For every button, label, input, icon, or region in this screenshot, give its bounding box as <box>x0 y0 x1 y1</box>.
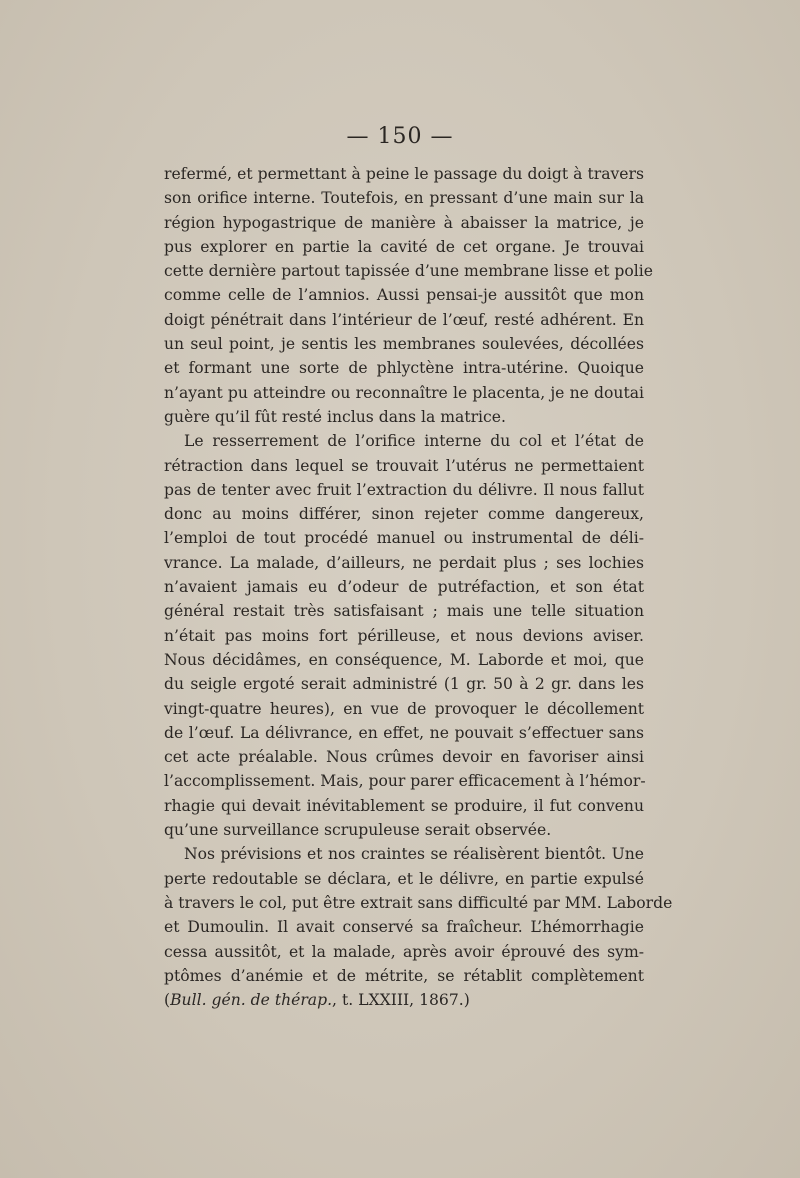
text-line: un seul point, je sentis les membranes soulevées, décollées <box>164 335 644 354</box>
text-line: perte redoutable se déclara, et le délivre, en partie expulsé <box>164 869 644 888</box>
citation-journal: Bull. gén. de thérap. <box>170 991 333 1010</box>
text-line: cessa aussitôt, et la malade, après avoir éprouvé des sym- <box>164 942 644 961</box>
text-line: et Dumoulin. Il avait conservé sa fraîcheur. L’hémorrhagie <box>164 918 644 937</box>
text-line: qu’une surveillance scrupuleuse serait observée. <box>164 821 552 840</box>
text-line: vrance. La malade, d’ailleurs, ne perdait plus ; ses lochies <box>164 553 644 572</box>
citation-open: ( <box>164 991 171 1010</box>
text-line: rhagie qui devait inévitablement se produire, il fut convenu <box>164 796 644 815</box>
text-line: son orifice interne. Toutefois, en pressant d’une main sur la <box>164 189 644 208</box>
text-line: de l’œuf. La délivrance, en effet, ne pouvait s’effectuer sans <box>164 723 644 742</box>
page-number: — 150 — <box>346 124 454 149</box>
text-line: refermé, et permettant à peine le passage du doigt à travers <box>164 165 644 183</box>
text-line: rétraction dans lequel se trouvait l’utérus ne permettaient <box>164 456 644 475</box>
text-line: cet acte préalable. Nous crûmes devoir en favoriser ainsi <box>164 748 644 767</box>
text-line: Nous décidâmes, en conséquence, M. Laborde et moi, que <box>164 650 644 669</box>
text-line: guère qu’il fût resté inclus dans la matrice. <box>164 407 506 426</box>
text-line: donc au moins différer, sinon rejeter comme dangereux, <box>164 505 644 524</box>
text-line: et formant une sorte de phlyctène intra-utérine. Quoique <box>164 359 644 378</box>
text-line: ptômes d’anémie et de métrite, se rétablit complètement <box>164 966 644 985</box>
text-line: cette dernière partout tapissée d’une membrane lisse et polie <box>164 262 654 281</box>
text-line: l’emploi de tout procédé manuel ou instrumental de déli- <box>164 529 644 548</box>
text-line: l’accomplissement. Mais, pour parer efficacement à l’hémor- <box>164 772 646 791</box>
citation-details: , t. LXXIII, 1867.) <box>332 991 470 1010</box>
text-line: n’avaient jamais eu d’odeur de putréfaction, et son état <box>164 578 644 597</box>
text-line: n’était pas moins fort périlleuse, et nous devions aviser. <box>164 626 644 645</box>
citation <box>164 988 644 1012</box>
body-text <box>164 162 673 1012</box>
text-line: à travers le col, put être extrait sans difficulté par MM. Laborde <box>164 893 673 912</box>
text-line: général restait très satisfaisant ; mais une telle situation <box>164 602 644 621</box>
text-line: région hypogastrique de manière à abaisser la matrice, je <box>164 213 644 232</box>
text-line: comme celle de l’amnios. Aussi pensai-je aussitôt que mon <box>164 286 644 305</box>
text-line: vingt-quatre heures), en vue de provoquer le décollement <box>164 699 644 718</box>
text-line: du seigle ergoté serait administré (1 gr. 50 à 2 gr. dans les <box>164 675 644 694</box>
text-line: Nos prévisions et nos craintes se réalisèrent bientôt. Une <box>184 845 644 864</box>
text-line: pas de tenter avec fruit l’extraction du délivre. Il nous fallut <box>164 480 644 499</box>
text-line: n’ayant pu atteindre ou reconnaître le placenta, je ne doutai <box>164 383 644 402</box>
text-line: Le resserrement de l’orifice interne du col et l’état de <box>184 432 644 451</box>
text-line: pus explorer en partie la cavité de cet organe. Je trouvai <box>164 237 644 256</box>
text-line: doigt pénétrait dans l’intérieur de l’œuf, resté adhérent. En <box>164 310 644 329</box>
